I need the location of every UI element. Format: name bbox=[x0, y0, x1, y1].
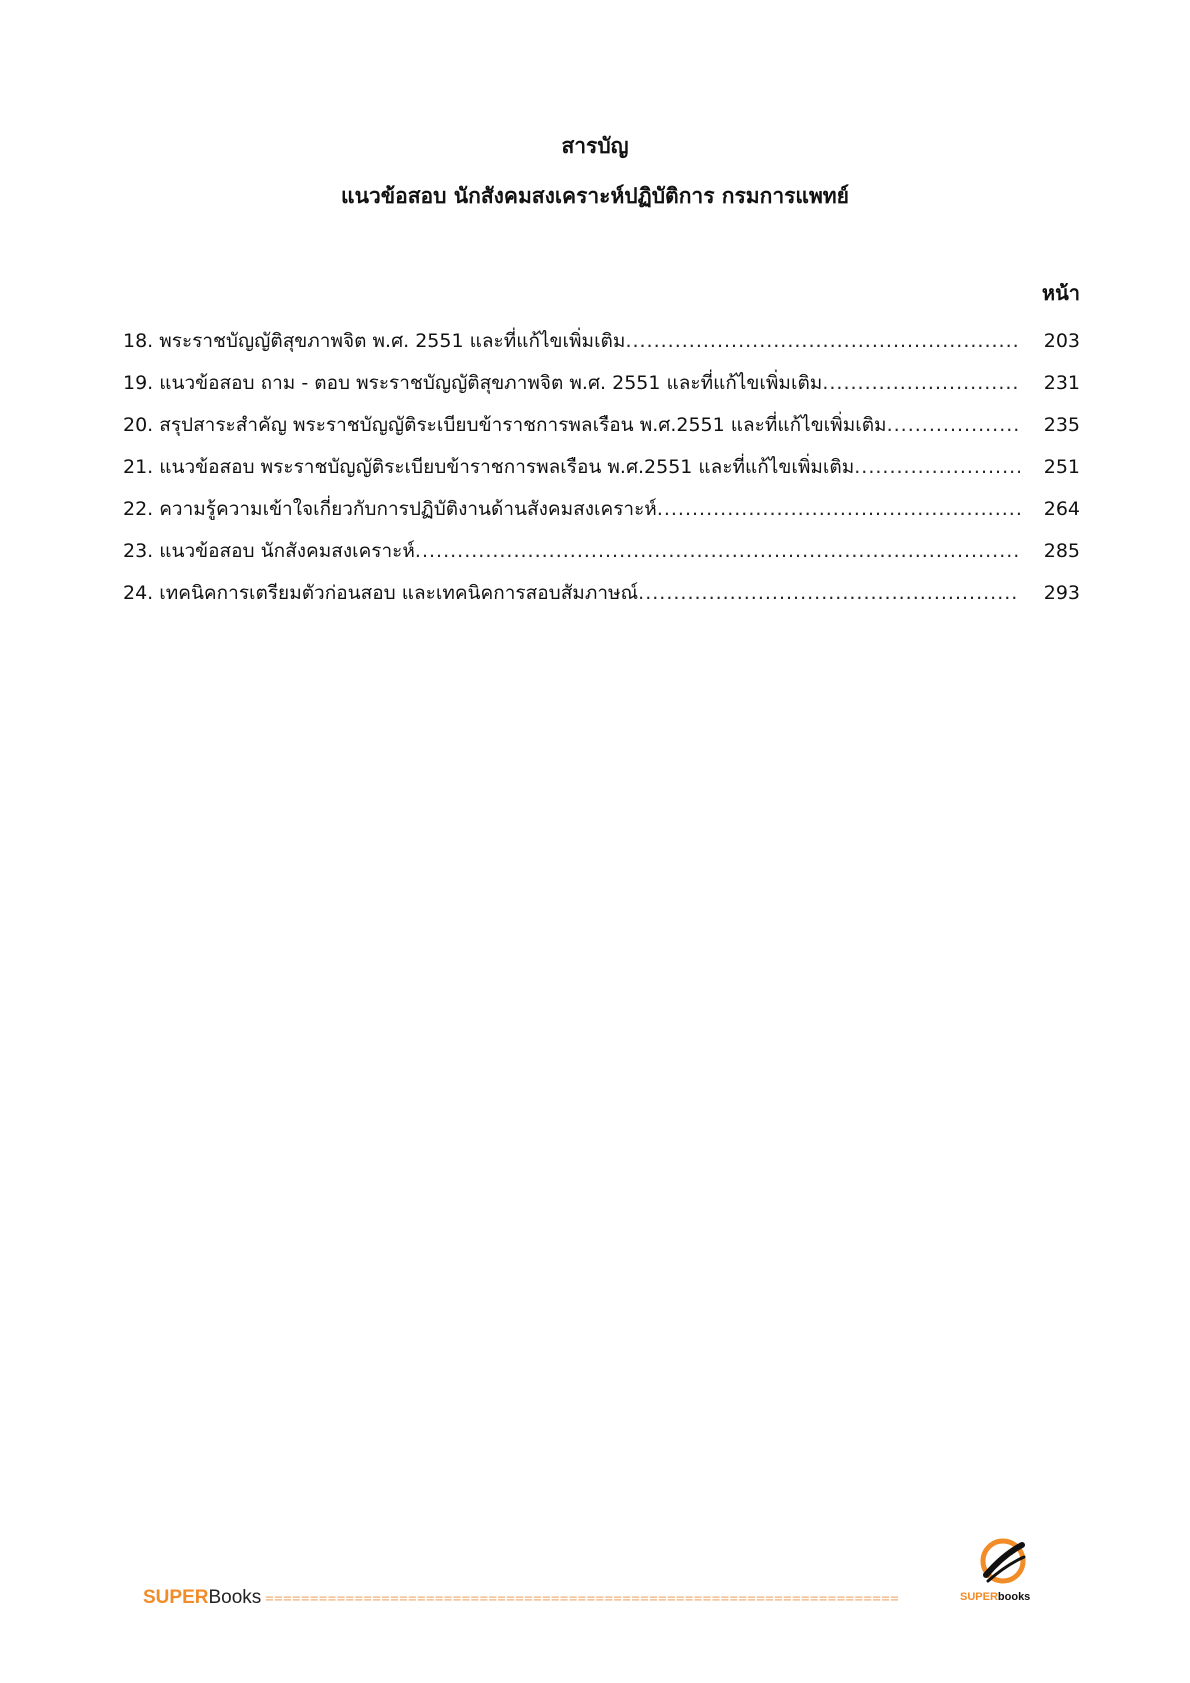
toc-entry-title: แนวข้อสอบ ถาม - ตอบ พระราชบัญญัติสุขภาพจิต พ.ศ. 2551 และที่แก้ไขเพิ่มเติม bbox=[159, 372, 823, 394]
toc-entry-19 bbox=[123, 368, 1080, 410]
toc-entry-page: 251 bbox=[1043, 456, 1080, 478]
footer-rule: ======================================================================= bbox=[265, 1591, 900, 1607]
toc-entry-title: แนวข้อสอบ นักสังคมสงเคราะห์ bbox=[159, 540, 415, 562]
footer-brand-super: SUPER bbox=[143, 1587, 209, 1608]
page-footer bbox=[143, 1583, 899, 1614]
toc-entry-22 bbox=[123, 494, 1080, 536]
toc-entry-23 bbox=[123, 536, 1080, 578]
dot-leader bbox=[854, 452, 1020, 482]
toc-entry-page: 264 bbox=[1043, 498, 1080, 520]
toc-entry-number: 21. bbox=[123, 456, 154, 478]
toc-entry-page: 231 bbox=[1043, 372, 1080, 394]
toc-entry-number: 19. bbox=[123, 372, 154, 394]
toc-entry-page: 235 bbox=[1043, 414, 1080, 436]
toc-entry-24 bbox=[123, 578, 1080, 620]
toc-entry-number: 18. bbox=[123, 330, 154, 352]
dot-leader bbox=[657, 494, 1020, 524]
toc-entry-number: 22. bbox=[123, 498, 154, 520]
logo-books: books bbox=[997, 1591, 1031, 1603]
toc-entry-title: เทคนิคการเตรียมตัวก่อนสอบ และเทคนิคการสอบสัมภาษณ์ bbox=[159, 582, 639, 604]
logo-super: SUPER bbox=[960, 1591, 998, 1603]
toc-entry-page: 293 bbox=[1043, 582, 1080, 604]
toc-entry-page: 203 bbox=[1043, 330, 1080, 352]
toc-entry-20 bbox=[123, 410, 1080, 452]
table-of-contents bbox=[123, 326, 1080, 620]
page-column-label: หน้า bbox=[1041, 281, 1080, 305]
toc-entry-page: 285 bbox=[1043, 540, 1080, 562]
logo-wordmark bbox=[960, 1591, 1030, 1603]
toc-entry-number: 20. bbox=[123, 414, 154, 436]
toc-entry-title: แนวข้อสอบ พระราชบัญญัติระเบียบข้าราชการพลเรือน พ.ศ.2551 และที่แก้ไขเพิ่มเติม bbox=[159, 456, 855, 478]
document-title: สารบัญ bbox=[561, 134, 629, 158]
toc-entry-21 bbox=[123, 452, 1080, 494]
toc-entry-number: 23. bbox=[123, 540, 154, 562]
footer-brand-books: Books bbox=[208, 1587, 262, 1608]
superbooks-logo bbox=[958, 1535, 1048, 1607]
toc-entry-title: ความรู้ความเข้าใจเกี่ยวกับการปฏิบัติงานด้านสังคมสงเคราะห์ bbox=[159, 498, 657, 520]
toc-entry-18 bbox=[123, 326, 1080, 368]
dot-leader bbox=[625, 326, 1020, 356]
dot-leader bbox=[822, 368, 1020, 398]
toc-entry-title: พระราชบัญญัติสุขภาพจิต พ.ศ. 2551 และที่แก้ไขเพิ่มเติม bbox=[159, 330, 626, 352]
dot-leader bbox=[638, 578, 1020, 608]
document-subtitle: แนวข้อสอบ นักสังคมสงเคราะห์ปฏิบัติการ กรมการแพทย์ bbox=[341, 184, 849, 208]
dot-leader bbox=[415, 536, 1020, 566]
superbooks-swoosh-icon bbox=[978, 1535, 1028, 1591]
toc-entry-number: 24. bbox=[123, 582, 154, 604]
dot-leader bbox=[887, 410, 1020, 440]
toc-entry-title: สรุปสาระสำคัญ พระราชบัญญัติระเบียบข้าราชการพลเรือน พ.ศ.2551 และที่แก้ไขเพิ่มเติม bbox=[159, 414, 887, 436]
